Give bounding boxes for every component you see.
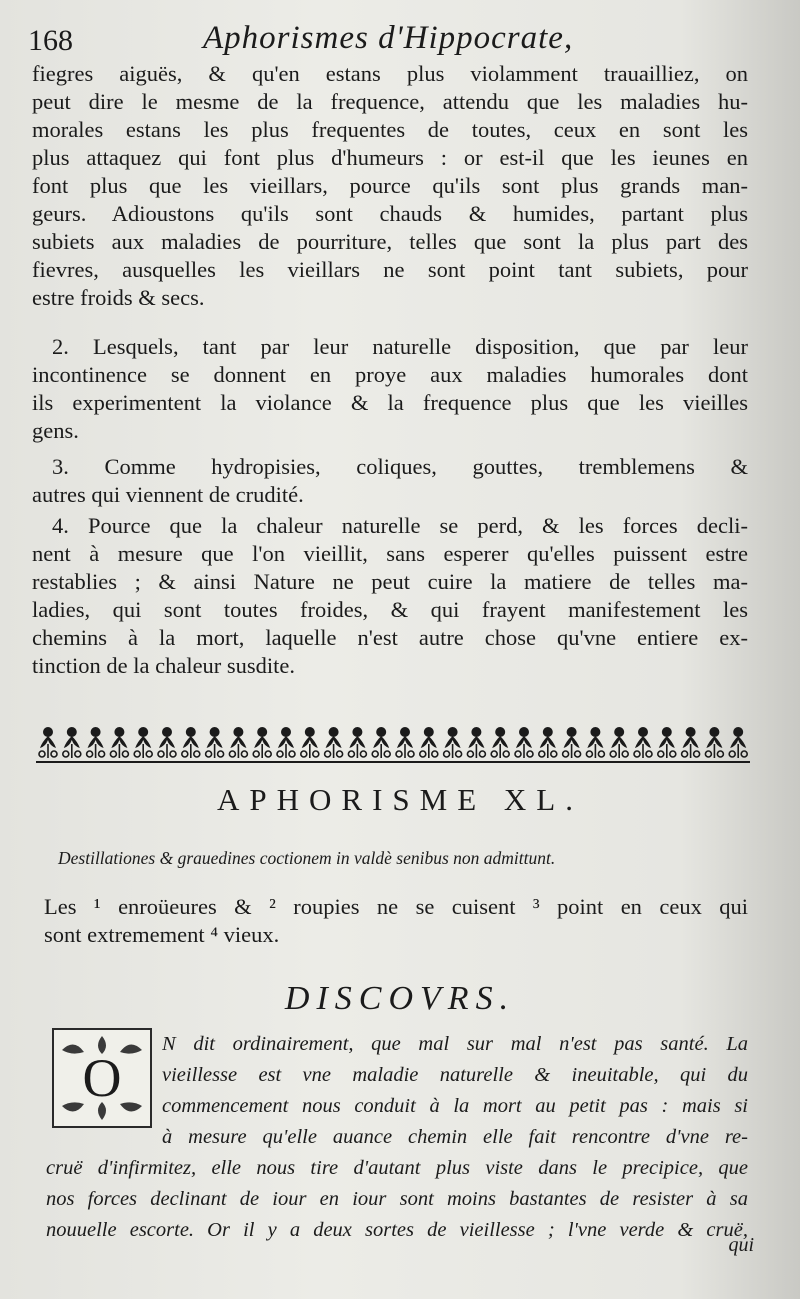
text-line: nent à mesure que l'on vieillit, sans esperer qu'elles puissent estre <box>32 541 748 566</box>
note-3 <box>32 453 748 509</box>
fleuron-icon <box>420 727 438 758</box>
text-line: gens. <box>32 418 79 443</box>
text-line: morales estans les plus frequentes de toutes, ceux en sont les <box>32 117 748 142</box>
fleuron-icon <box>729 727 747 758</box>
decorated-initial <box>52 1028 152 1128</box>
text-line: fievres, ausquelles les vieillars ne sont point tant subiets, pour <box>32 257 748 282</box>
fleuron-icon <box>63 727 81 758</box>
fleuron-icon <box>491 727 509 758</box>
text-line: commencement nous conduit à la mort au petit pas : mais si <box>162 1095 748 1117</box>
note-4 <box>32 512 748 680</box>
fleuron-icon <box>682 727 700 758</box>
text-line: ladies, qui sont toutes froides, & qui frayent manifestement les <box>32 597 748 622</box>
fleuron-icon <box>348 727 366 758</box>
fleuron-icon <box>539 727 557 758</box>
text-line: incontinence se donnent en proye aux maladies humorales dont <box>32 362 748 387</box>
fleuron-icon <box>325 727 343 758</box>
text-line: nos forces declinant de iour en iour sont moins bastantes de resister à sa <box>46 1188 748 1210</box>
text-line: vieillesse est vne maladie naturelle & ineuitable, qui du <box>162 1064 748 1086</box>
fleuron-icon <box>610 727 628 758</box>
fleuron-icon <box>634 727 652 758</box>
text-line: autres qui viennent de crudité. <box>32 482 304 507</box>
fleuron-icon <box>206 727 224 758</box>
text-line: peut dire le mesme de la frequence, attendu que les maladies hu- <box>32 89 748 114</box>
text-line: sont extremement ⁴ vieux. <box>44 922 280 947</box>
fleuron-icon <box>372 727 390 758</box>
text-line: 4. Pource que la chaleur naturelle se perd, & les forces decli- <box>52 513 748 538</box>
fleuron-icon <box>253 727 271 758</box>
fleuron-icon <box>134 727 152 758</box>
text-line: ils experimentent la violance & la frequence plus que les vieilles <box>32 390 748 415</box>
paragraph-continuation <box>32 60 748 312</box>
text-line: font plus que les vieillars, pource qu'ils sont plus grands man- <box>32 173 748 198</box>
latin-aphorism: Destillationes & grauedines coctionem in valdè senibus non admittunt. <box>58 848 556 868</box>
fleuron-icon <box>277 727 295 758</box>
fleuron-icon <box>563 727 581 758</box>
fleuron-icon <box>158 727 176 758</box>
fleuron-icon <box>467 727 485 758</box>
text-line: fiegres aiguës, & qu'en estans plus violamment trauailliez, on <box>32 61 748 86</box>
fleuron-icon <box>396 727 414 758</box>
text-line: estre froids & secs. <box>32 285 205 310</box>
fleuron-icon <box>444 727 462 758</box>
text-line: nouuelle escorte. Or il y a deux sortes de vieillesse ; l'vne verde & cruë, <box>46 1219 748 1241</box>
aphorism-title: APHORISME XL. <box>217 782 583 817</box>
discours-continuation <box>46 1153 748 1246</box>
text-line: restablies ; & ainsi Nature ne peut cuire la matiere de telles ma- <box>32 569 748 594</box>
fleuron-icon <box>658 727 676 758</box>
fleuron-icon <box>301 727 319 758</box>
discours-title: DISCOVRS. <box>284 980 516 1017</box>
fleuron-icon <box>110 727 128 758</box>
text-line: geurs. Adioustons qu'ils sont chauds & humides, partant plus <box>32 201 748 226</box>
text-line: 3. Comme hydropisies, coliques, gouttes, tremblemens & <box>52 454 748 479</box>
foliage-ornament-icon <box>54 1030 150 1126</box>
fleuron-icon <box>182 727 200 758</box>
text-line: cruë d'infirmitez, elle nous tire d'autant plus viste dans le precipice, que <box>46 1157 748 1179</box>
fleuron-icon <box>39 727 57 758</box>
text-line: chemins à la mort, laquelle n'est autre chose qu'vne entiere ex- <box>32 625 748 650</box>
text-line: plus attaquez qui font plus d'humeurs : or est-il que les ieunes en <box>32 145 748 170</box>
note-2 <box>32 333 748 445</box>
fleuron-icon <box>229 727 247 758</box>
fleuron-icon <box>705 727 723 758</box>
dropcap-letter: O <box>82 1048 122 1108</box>
decorative-ornament-band <box>36 722 750 766</box>
catchword: qui <box>728 1234 754 1256</box>
fleuron-icon <box>87 727 105 758</box>
text-line: 2. Lesquels, tant par leur naturelle disposition, que par leur <box>52 334 748 359</box>
discours-opening <box>162 1029 748 1153</box>
text-line: à mesure qu'elle auance chemin elle fait rencontre d'vne re- <box>162 1126 748 1148</box>
text-line: Les ¹ enroüeures & ² roupies ne se cuisent ³ point en ceux qui <box>44 894 748 919</box>
fleuron-icon <box>586 727 604 758</box>
aphorism-translation <box>44 893 748 949</box>
text-line: subiets aux maladies de pourriture, telles que sont la plus part des <box>32 229 748 254</box>
page-number: 168 <box>28 24 73 57</box>
running-title: Aphorismes d'Hippocrate, <box>203 20 574 56</box>
text-line: tinction de la chaleur susdite. <box>32 653 296 678</box>
text-line: N dit ordinairement, que mal sur mal n'est pas santé. La <box>162 1033 748 1055</box>
fleuron-icon <box>515 727 533 758</box>
